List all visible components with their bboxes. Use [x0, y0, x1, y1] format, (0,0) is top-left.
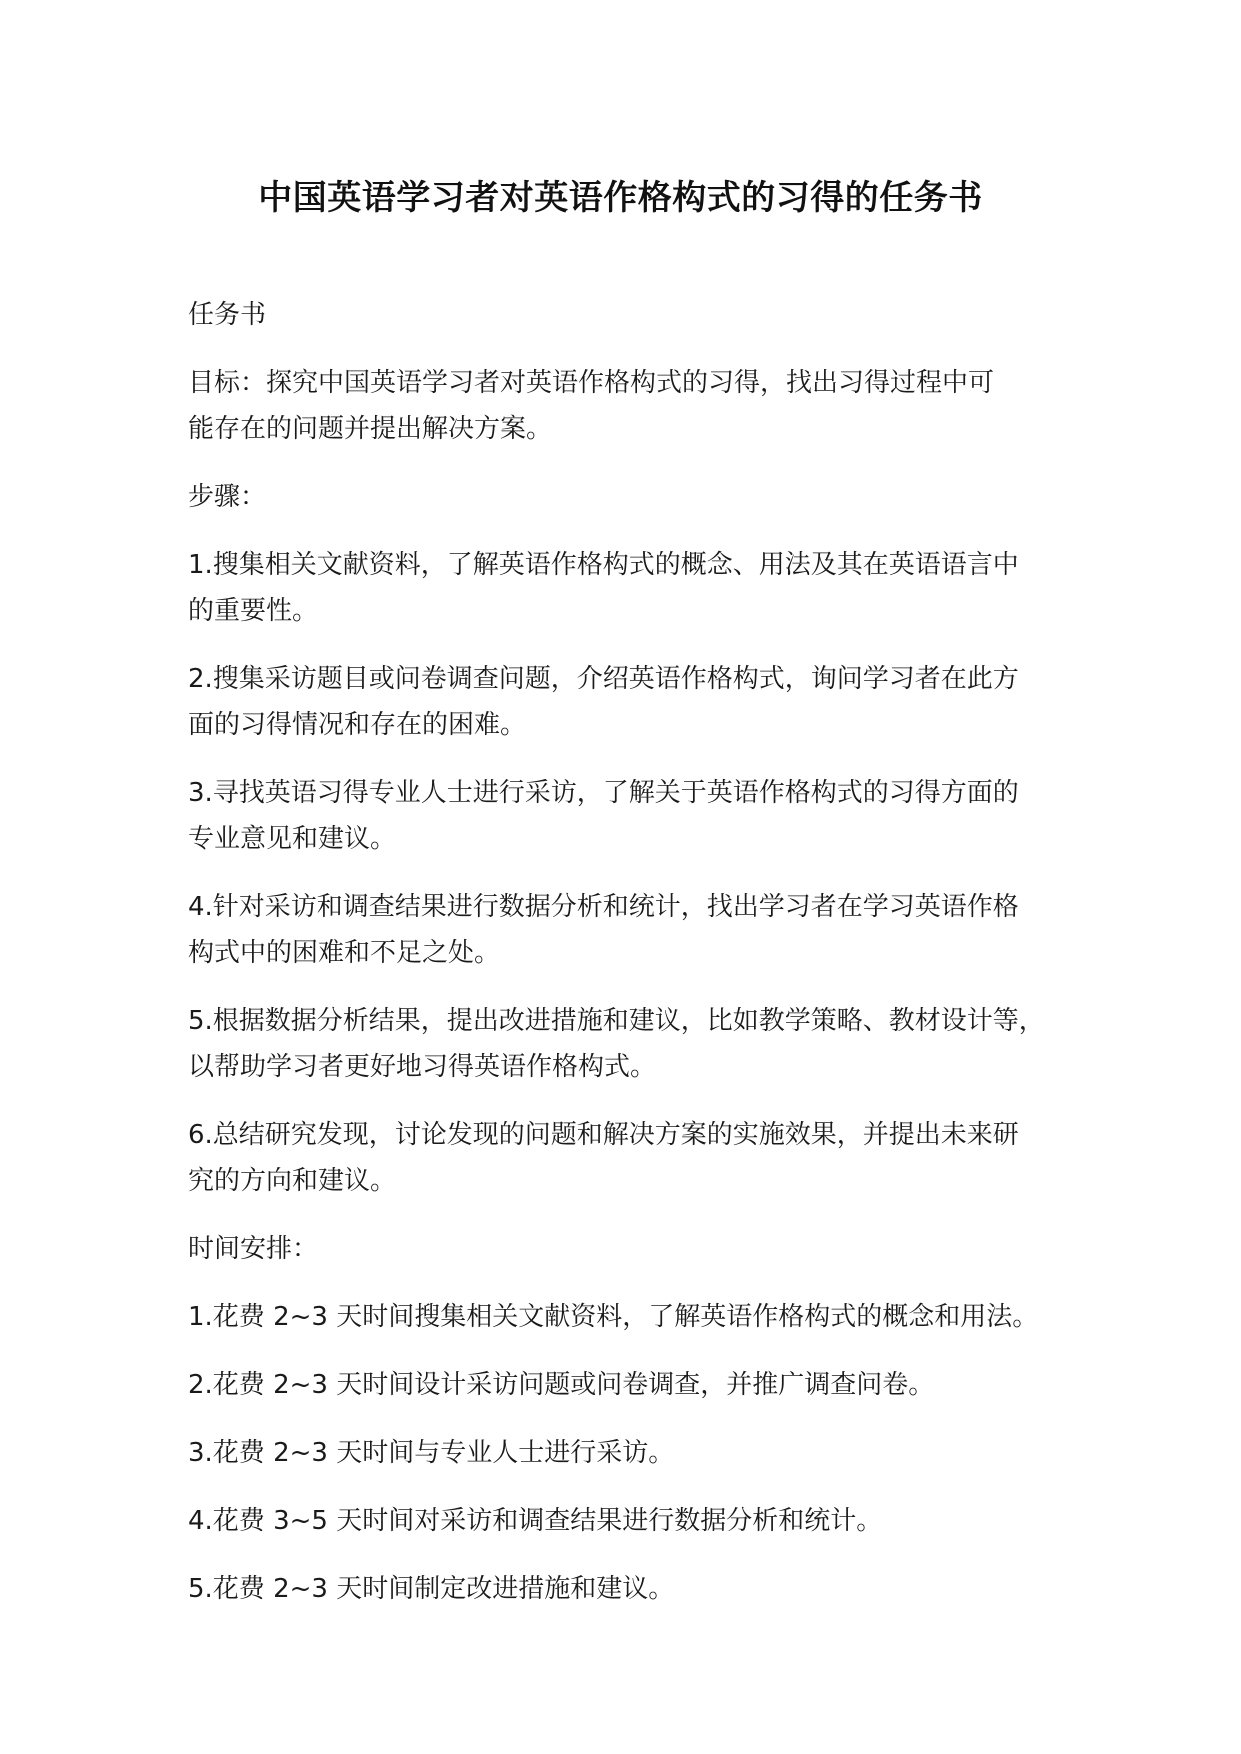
schedule-item-2: 2.花费 2~3 天时间设计采访问题或问卷调查，并推广调查问卷。 — [188, 1370, 935, 1400]
section-heading-task: 任务书 — [188, 300, 267, 330]
step-item-6 — [188, 1112, 1088, 1204]
step-item-3 — [188, 770, 1088, 862]
step-3-line-2: 专业意见和建议。 — [188, 824, 397, 854]
step-3-line-1: 3.寻找英语习得专业人士进行采访，了解关于英语作格构式的习得方面的 — [188, 778, 1019, 808]
step-2-line-1: 2.搜集采访题目或问卷调查问题，介绍英语作格构式，询问学习者在此方 — [188, 664, 1019, 694]
schedule-item-1: 1.花费 2~3 天时间搜集相关文献资料，了解英语作格构式的概念和用法。 — [188, 1302, 1039, 1332]
step-6-line-1: 6.总结研究发现，讨论发现的问题和解决方案的实施效果，并提出未来研 — [188, 1120, 1019, 1150]
step-item-5 — [188, 998, 1088, 1090]
document-body — [188, 292, 1088, 1634]
step-item-1 — [188, 542, 1088, 634]
step-1-line-2: 的重要性。 — [188, 596, 319, 626]
step-4-line-1: 4.针对采访和调查结果进行数据分析和统计，找出学习者在学习英语作格 — [188, 892, 1019, 922]
section-heading-schedule: 时间安排： — [188, 1234, 319, 1264]
goal-line-1: 目标：探究中国英语学习者对英语作格构式的习得，找出习得过程中可 — [188, 368, 995, 398]
document-title: 中国英语学习者对英语作格构式的习得的任务书 — [258, 178, 983, 218]
step-1-line-1: 1.搜集相关文献资料，了解英语作格构式的概念、用法及其在英语语言中 — [188, 550, 1019, 580]
step-5-line-1: 5.根据数据分析结果，提出改进措施和建议，比如教学策略、教材设计等， — [188, 1006, 1045, 1036]
step-item-4 — [188, 884, 1088, 976]
schedule-item-5: 5.花费 2~3 天时间制定改进措施和建议。 — [188, 1574, 675, 1604]
goal-line-2: 能存在的问题并提出解决方案。 — [188, 414, 553, 444]
schedule-item-3: 3.花费 2~3 天时间与专业人士进行采访。 — [188, 1438, 675, 1468]
step-6-line-2: 究的方向和建议。 — [188, 1166, 397, 1196]
step-item-2 — [188, 656, 1088, 748]
step-2-line-2: 面的习得情况和存在的困难。 — [188, 710, 527, 740]
section-heading-steps: 步骤： — [188, 482, 267, 512]
step-4-line-2: 构式中的困难和不足之处。 — [188, 938, 501, 968]
goal-paragraph — [188, 360, 1088, 452]
step-5-line-2: 以帮助学习者更好地习得英语作格构式。 — [188, 1052, 657, 1082]
schedule-item-4: 4.花费 3~5 天时间对采访和调查结果进行数据分析和统计。 — [188, 1506, 883, 1536]
